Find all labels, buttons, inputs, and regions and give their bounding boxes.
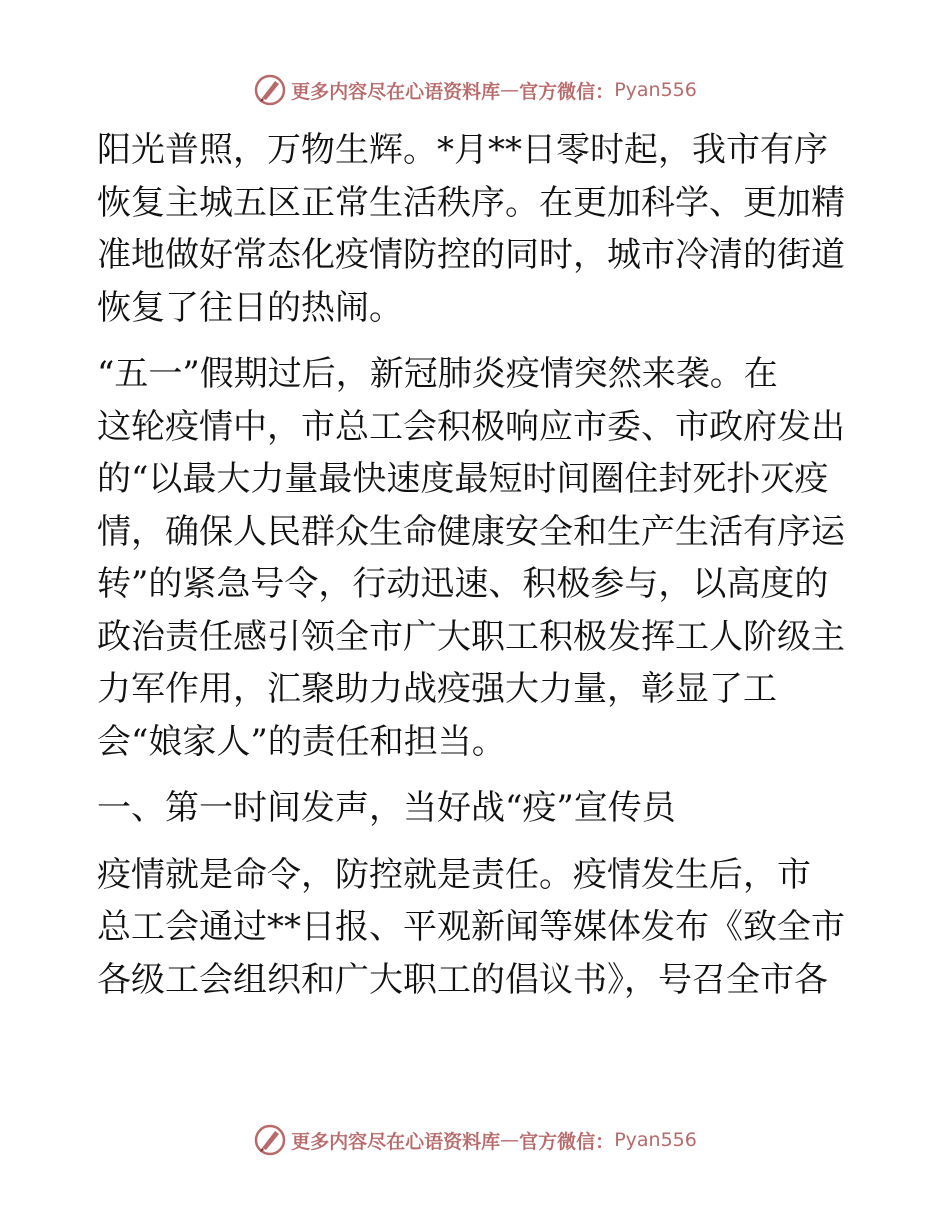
- text-line: 准地做好常态化疫情防控的同时，城市冷清的街道: [97, 235, 845, 275]
- header-watermark: [0, 70, 950, 110]
- quill-pen-logo-icon: [253, 73, 287, 107]
- watermark-separator: —: [500, 79, 520, 101]
- text-line: 各级工会组织和广大职工的倡议书》，号召全市各: [97, 959, 828, 1000]
- text-line: 转”的紧急号令，行动迅速、积极参与，以高度的: [97, 564, 829, 604]
- text-line: 这轮疫情中，市总工会积极响应市委、市政府发出: [97, 406, 845, 447]
- text-line: 总工会通过**日报、平观新闻等媒体发布《致全市: [97, 907, 845, 947]
- watermark-main-text: 更多内容尽在心语资料库: [291, 1130, 501, 1153]
- quill-pen-logo-icon: [253, 1123, 287, 1157]
- watermark-sub-text: 官方微信：: [519, 80, 615, 103]
- text-line: 力军作用，汇聚助力战疫强大力量，彰显了工: [97, 669, 777, 709]
- text-line: 阳光普照，万物生辉。*月**日零时起，我市有序: [97, 130, 828, 170]
- text-line: 的“以最大力量最快速度最短时间圈住封死扑灭疫: [97, 459, 829, 499]
- paragraph-2: [97, 348, 857, 768]
- text-line: 恢复了往日的热闹。: [97, 287, 403, 328]
- footer-watermark: [0, 1120, 950, 1160]
- watermark-sub-text: 官方微信：: [519, 1130, 615, 1153]
- paragraph-3: [97, 849, 857, 1007]
- text-line: 恢复主城五区正常生活秩序。在更加科学、更加精: [97, 182, 845, 223]
- watermark-handle: Pyan556: [614, 1129, 697, 1151]
- section-heading: 一、第一时间发声，当好战“疫”宣传员: [97, 788, 676, 828]
- text-line: 会“娘家人”的责任和担当。: [97, 721, 506, 762]
- watermark-handle: Pyan556: [614, 79, 697, 101]
- text-line: “五一”假期过后，新冠肺炎疫情突然来袭。在: [97, 354, 778, 394]
- watermark-main-text: 更多内容尽在心语资料库: [291, 80, 501, 103]
- paragraph-1: [97, 124, 857, 334]
- text-line: 情，确保人民群众生命健康安全和生产生活有序运: [97, 511, 845, 552]
- text-line: 政治责任感引领全市广大职工积极发挥工人阶级主: [97, 616, 845, 657]
- watermark-separator: —: [500, 1129, 520, 1151]
- text-line: 疫情就是命令，防控就是责任。疫情发生后，市: [97, 854, 811, 895]
- document-body: [97, 124, 857, 1020]
